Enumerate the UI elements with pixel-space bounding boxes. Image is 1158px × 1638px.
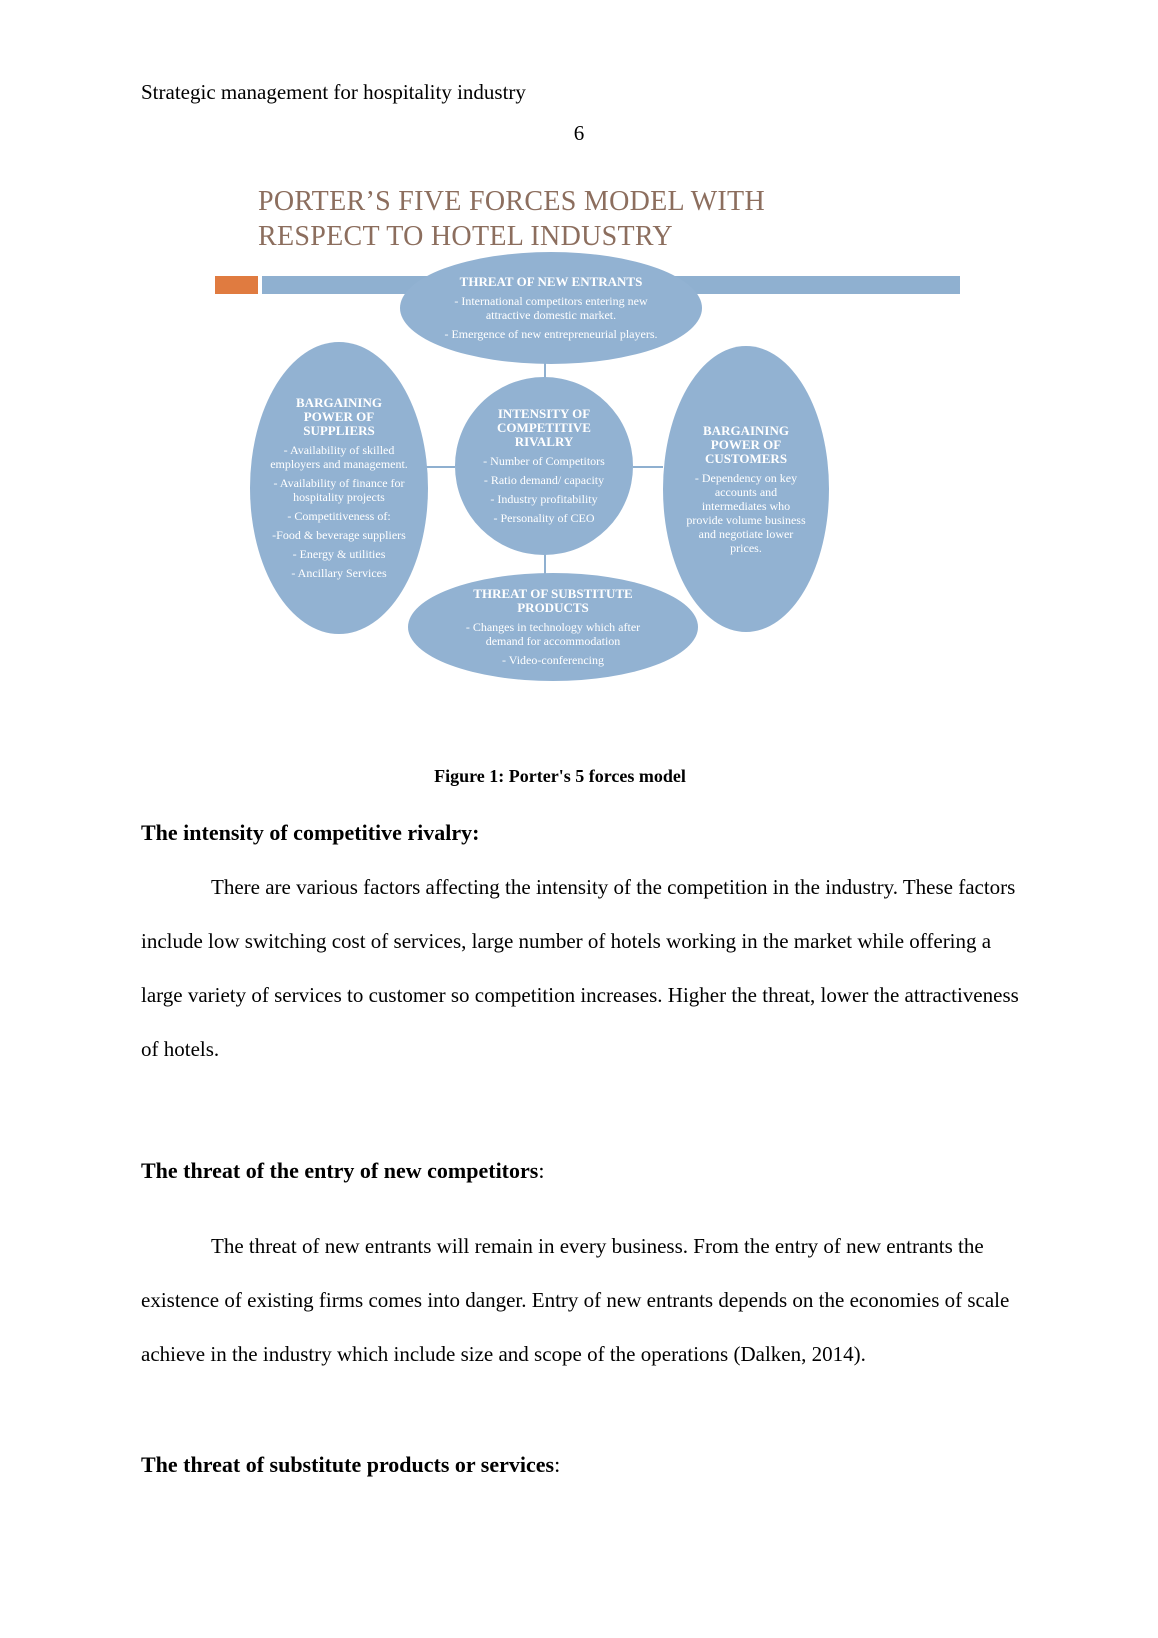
- oval-item: - Availability of skilled employers and management.: [270, 443, 408, 471]
- oval-item: - Personality of CEO: [493, 511, 595, 525]
- oval-item: - Video-conferencing: [501, 653, 604, 667]
- oval-item: - Energy & utilities: [292, 547, 386, 561]
- figure-title-line-1: PORTER’S FIVE FORCES MODEL WITH: [258, 186, 765, 217]
- connector-bottom: [544, 552, 546, 574]
- heading-suffix: :: [554, 1452, 561, 1477]
- oval-bargaining-power-of-suppliers: [250, 342, 428, 634]
- oval-item: - Ancillary Services: [291, 566, 387, 580]
- section-heading-substitutes: [141, 1452, 560, 1478]
- oval-heading: BARGAINING POWER OF CUSTOMERS: [703, 422, 789, 466]
- oval-heading: THREAT OF SUBSTITUTE PRODUCTS: [473, 586, 633, 615]
- oval-intensity-of-competitive-rivalry: [455, 377, 633, 555]
- oval-threat-of-new-entrants: [400, 252, 702, 364]
- oval-threat-of-substitute-products: [408, 573, 698, 681]
- oval-item: - Emergence of new entrepreneurial players.: [444, 327, 658, 341]
- heading-text: The threat of substitute products or services: [141, 1452, 555, 1477]
- oval-bargaining-power-of-customers: [663, 346, 829, 632]
- oval-item: -Food & beverage suppliers: [272, 528, 406, 542]
- section-heading-new-entrants: [141, 1158, 544, 1184]
- section-heading-rivalry: [141, 820, 480, 846]
- oval-item: - International competitors entering new attractive domestic market.: [454, 294, 648, 322]
- connector-right: [633, 466, 663, 468]
- oval-item: - Ratio demand/ capacity: [483, 473, 605, 487]
- porter-five-forces-figure: [210, 180, 960, 720]
- accent-bar-orange: [215, 276, 258, 294]
- heading-text: The intensity of competitive rivalry:: [141, 820, 480, 845]
- figure-caption: Figure 1: Porter's 5 forces model: [434, 766, 686, 786]
- oval-heading: THREAT OF NEW ENTRANTS: [459, 274, 643, 289]
- section-body-new-entrants: [141, 1219, 1026, 1381]
- oval-item: - Number of Competitors: [483, 454, 605, 468]
- oval-item: - Dependency on key accounts and intermediates who provide volume business and negotiate lower prices.: [686, 470, 806, 555]
- oval-item: - Changes in technology which after demand for accommodation: [465, 620, 641, 648]
- heading-text: The threat of the entry of new competitors: [141, 1158, 539, 1183]
- oval-item: - Industry profitability: [490, 492, 598, 506]
- oval-item: - Availability of finance for hospitality projects: [273, 476, 405, 504]
- section-body-rivalry: [141, 860, 1026, 1076]
- heading-suffix: :: [538, 1158, 545, 1183]
- running-head: Strategic management for hospitality industry: [141, 80, 526, 104]
- paragraph-text: There are various factors affecting the intensity of the competition in the industry. These factors include low switching cost of services, large number of hotels working in the market while offering a large variety of services to customer so competition increases. Higher the threat, lower the attractiveness of hotels.: [141, 875, 1019, 1061]
- oval-heading: BARGAINING POWER OF SUPPLIERS: [296, 395, 382, 438]
- oval-item: - Competitiveness of:: [287, 509, 391, 523]
- figure-title-line-2: RESPECT TO HOTEL INDUSTRY: [258, 221, 673, 252]
- page-number: 6: [573, 121, 585, 145]
- paragraph-text: The threat of new entrants will remain in every business. From the entry of new entrants the existence of existing firms comes into danger. Entry of new entrants depends on the economies of scale achieve in the industry which include size and scope of the operations (Dalken, 2014).: [141, 1234, 1010, 1366]
- figure-title: [258, 184, 908, 254]
- oval-heading: INTENSITY OF COMPETITIVE RIVALRY: [497, 406, 591, 449]
